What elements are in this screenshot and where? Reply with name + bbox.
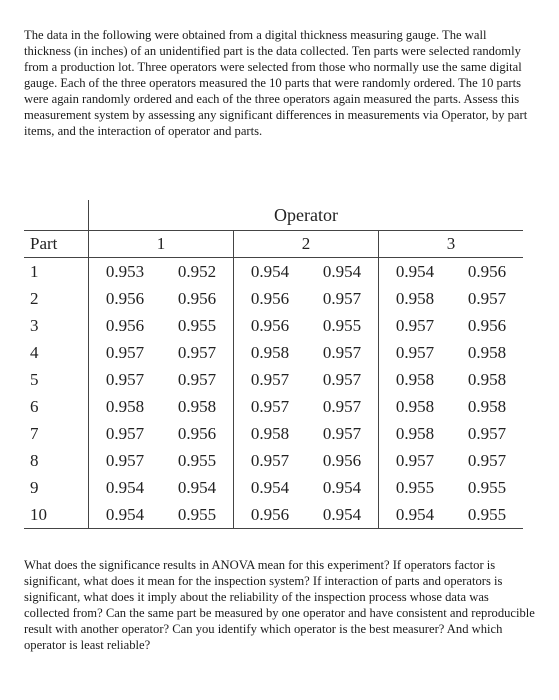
measurement-cell: 0.956 xyxy=(105,288,145,308)
measurement-cell: 0.954 xyxy=(306,474,379,501)
measurement-cell: 0.956 xyxy=(467,315,507,335)
part-number-cell: 5 xyxy=(24,366,89,393)
measurement-cell: 0.954 xyxy=(395,261,435,281)
operator-3-header: 3 xyxy=(379,231,524,258)
measurement-table xyxy=(24,200,523,529)
measurement-cell: 0.956 xyxy=(250,288,290,308)
table-row xyxy=(24,420,523,447)
measurement-cell: 0.957 xyxy=(161,339,234,366)
measurement-cell: 0.958 xyxy=(467,396,507,416)
part-number-cell: 6 xyxy=(24,393,89,420)
measurement-cell: 0.955 xyxy=(161,501,234,529)
operator-2-header: 2 xyxy=(234,231,379,258)
measurement-cell: 0.956 xyxy=(161,285,234,312)
measurement-cell: 0.957 xyxy=(105,450,145,470)
part-number-cell: 4 xyxy=(24,339,89,366)
measurement-cell: 0.954 xyxy=(379,501,452,529)
header-blank-cell xyxy=(24,200,89,231)
measurement-cell: 0.957 xyxy=(306,285,379,312)
measurement-cell: 0.957 xyxy=(105,423,145,443)
measurement-cell: 0.954 xyxy=(161,474,234,501)
measurement-cell: 0.955 xyxy=(467,477,507,497)
measurement-cell: 0.957 xyxy=(395,450,435,470)
measurement-cell: 0.954 xyxy=(306,501,379,529)
table-row xyxy=(24,501,523,529)
measurement-cell: 0.956 xyxy=(306,447,379,474)
operator-number-row xyxy=(24,231,523,258)
questions-paragraph: What does the significance results in ANOVA mean for this experiment? If operators factor is significant, what does it mean for the inspection system? If interaction of parts and operators is significant, what does it imply about the reliability of the inspection process whose data was collected from? Can the same part be measured by one operator and have consistent and reproducible result with another operator? Can you identify which operator is the best measurer? And which operator is least reliable? xyxy=(24,558,535,652)
measurement-cell: 0.957 xyxy=(250,450,290,470)
measurement-cell: 0.955 xyxy=(161,447,234,474)
measurement-cell: 0.957 xyxy=(105,342,145,362)
measurement-cell: 0.957 xyxy=(467,288,507,308)
intro-paragraph: The data in the following were obtained from a digital thickness measuring gauge. The wall thickness (in inches) of an unidentified part is the data collected. Ten parts were selected randomly from a production lot. Three operators were selected from those who normally use the same digital gauge. Each of the three operators measured the 10 parts that were randomly ordered. The 10 parts were again randomly ordered and each of the three operators again measured the parts. Assess this measurement system by assessing any significant differences in measurements via Operator, by part items, and the interaction of operator and parts. xyxy=(24,28,528,138)
part-number-cell: 7 xyxy=(24,420,89,447)
measurement-cell: 0.958 xyxy=(467,342,507,362)
measurement-cell: 0.958 xyxy=(250,342,290,362)
measurement-cell: 0.956 xyxy=(467,261,507,281)
operator-header-row xyxy=(24,200,523,231)
measurement-cell: 0.958 xyxy=(395,423,435,443)
measurement-cell: 0.957 xyxy=(467,450,507,470)
part-number-cell: 2 xyxy=(24,285,89,312)
part-number-cell: 3 xyxy=(24,312,89,339)
table-row xyxy=(24,474,523,501)
operator-header: Operator xyxy=(89,200,524,231)
measurement-cell: 0.954 xyxy=(250,261,290,281)
measurement-cell: 0.957 xyxy=(306,393,379,420)
measurement-cell: 0.955 xyxy=(306,312,379,339)
measurement-cell: 0.955 xyxy=(395,477,435,497)
measurement-cell: 0.952 xyxy=(161,258,234,286)
measurement-cell: 0.957 xyxy=(467,423,507,443)
measurement-cell: 0.953 xyxy=(105,261,145,281)
table-row xyxy=(24,447,523,474)
measurement-cell: 0.954 xyxy=(105,477,145,497)
part-number-cell: 9 xyxy=(24,474,89,501)
measurement-cell: 0.957 xyxy=(306,366,379,393)
measurement-table-container xyxy=(24,200,523,529)
part-number-cell: 10 xyxy=(24,501,89,529)
measurement-cell: 0.957 xyxy=(161,366,234,393)
table-row xyxy=(24,258,523,286)
measurement-cell: 0.954 xyxy=(89,501,162,529)
operator-1-header: 1 xyxy=(89,231,234,258)
measurement-cell: 0.954 xyxy=(306,258,379,286)
measurement-cell: 0.956 xyxy=(234,501,307,529)
table-row xyxy=(24,339,523,366)
measurement-cell: 0.956 xyxy=(250,315,290,335)
table-row xyxy=(24,366,523,393)
measurement-cell: 0.958 xyxy=(161,393,234,420)
measurement-cell: 0.957 xyxy=(395,315,435,335)
measurement-cell: 0.956 xyxy=(105,315,145,335)
measurement-cell: 0.958 xyxy=(395,288,435,308)
measurement-cell: 0.958 xyxy=(105,396,145,416)
measurement-cell: 0.957 xyxy=(105,369,145,389)
measurement-cell: 0.955 xyxy=(161,312,234,339)
measurement-cell: 0.958 xyxy=(395,396,435,416)
measurement-cell: 0.957 xyxy=(306,420,379,447)
measurement-cell: 0.957 xyxy=(395,342,435,362)
table-row xyxy=(24,312,523,339)
measurement-cell: 0.958 xyxy=(250,423,290,443)
measurement-cell: 0.957 xyxy=(306,339,379,366)
measurement-cell: 0.957 xyxy=(250,369,290,389)
measurement-cell: 0.955 xyxy=(451,501,523,529)
measurement-cell: 0.957 xyxy=(250,396,290,416)
part-number-cell: 8 xyxy=(24,447,89,474)
table-row xyxy=(24,285,523,312)
part-header: Part xyxy=(24,231,89,258)
measurement-cell: 0.958 xyxy=(467,369,507,389)
measurement-cell: 0.956 xyxy=(161,420,234,447)
table-row xyxy=(24,393,523,420)
part-number-cell: 1 xyxy=(24,258,89,286)
measurement-cell: 0.958 xyxy=(395,369,435,389)
measurement-cell: 0.954 xyxy=(250,477,290,497)
